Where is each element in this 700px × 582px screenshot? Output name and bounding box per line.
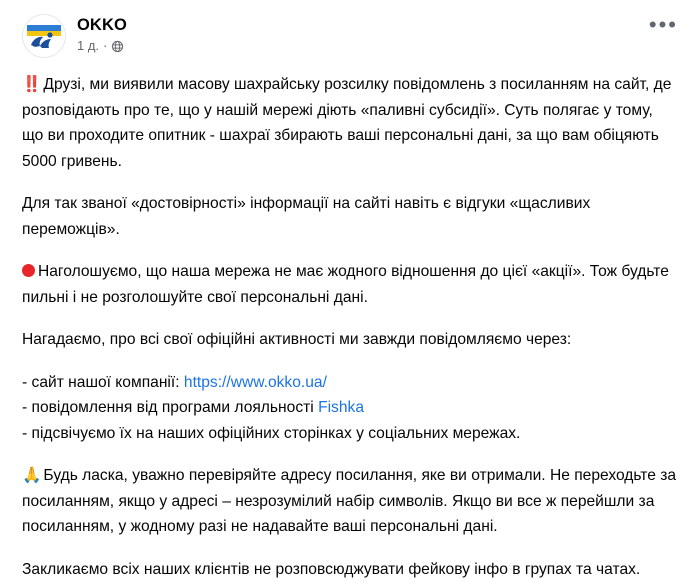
post-body (22, 72, 678, 582)
official-channels-list (22, 370, 678, 447)
globe-icon[interactable] (111, 40, 124, 53)
post-paragraph-1-text: Друзі, ми виявили масову шахрайську розсилку повідомлень з посиланням на сайт, де розповідають про те, що у нашій мережі діють «паливні субсидії». Суть полягає у тому, що ви проходите опитник - шахраї збирають ваші персональні дані, за що вам обіцяють 5000 гривень. (22, 76, 671, 170)
double-exclamation-emoji: ‼️ (22, 76, 40, 93)
post-header (22, 14, 678, 58)
post-paragraph-2: Для так званої «достовірності» інформації на сайті навіть є відгуки «щасливих переможців». (22, 191, 678, 242)
channel-line-loyalty (22, 395, 678, 421)
folded-hands-emoji: 🙏 (22, 467, 41, 484)
post-paragraph-4: Нагадаємо, про всі свої офіційні активності ми завжди повідомляємо через: (22, 327, 678, 353)
post-paragraph-5-text: Будь ласка, уважно перевіряйте адресу посилання, яке ви отримали. Не переходьте за посиланням, якщо у адресі – незрозумілий набір символів. Якщо ви все ж перейшли за посиланням, у жодному разі не надавайте ваші персональні дані. (22, 467, 676, 535)
okko-logo-icon (23, 15, 65, 57)
channel-line-website-label: - сайт нашої компанії: (22, 374, 184, 391)
post-paragraph-5 (22, 463, 678, 540)
red-circle-emoji (22, 264, 35, 277)
post-paragraph-3 (22, 259, 678, 310)
post-paragraph-6: Закликаємо всіх наших клієнтів не розповсюджувати фейкову інфо в групах та чатах. (22, 557, 678, 582)
post-paragraph-3-text: Наголошуємо, що наша мережа не має жодного відношення до цієї «акції». Тож будьте пильні і не розголошуйте свої персональні дані. (22, 263, 669, 306)
okko-website-link[interactable]: https://www.okko.ua/ (184, 374, 327, 391)
avatar[interactable] (22, 14, 66, 58)
meta-separator: · (103, 38, 107, 54)
post-author-block (77, 14, 127, 54)
post-paragraph-1 (22, 72, 678, 174)
page-name[interactable]: OKKO (77, 15, 127, 35)
channel-line-social: - підсвічуємо їх на наших офіційних сторінках у соціальних мережах. (22, 421, 678, 447)
channel-line-loyalty-label: - повідомлення від програми лояльності (22, 399, 318, 416)
fishka-link[interactable]: Fishka (318, 399, 364, 416)
channel-line-website (22, 370, 678, 396)
more-options-icon[interactable]: ••• (649, 14, 678, 32)
post-meta (77, 38, 127, 54)
post-timestamp[interactable]: 1 д. (77, 38, 99, 54)
